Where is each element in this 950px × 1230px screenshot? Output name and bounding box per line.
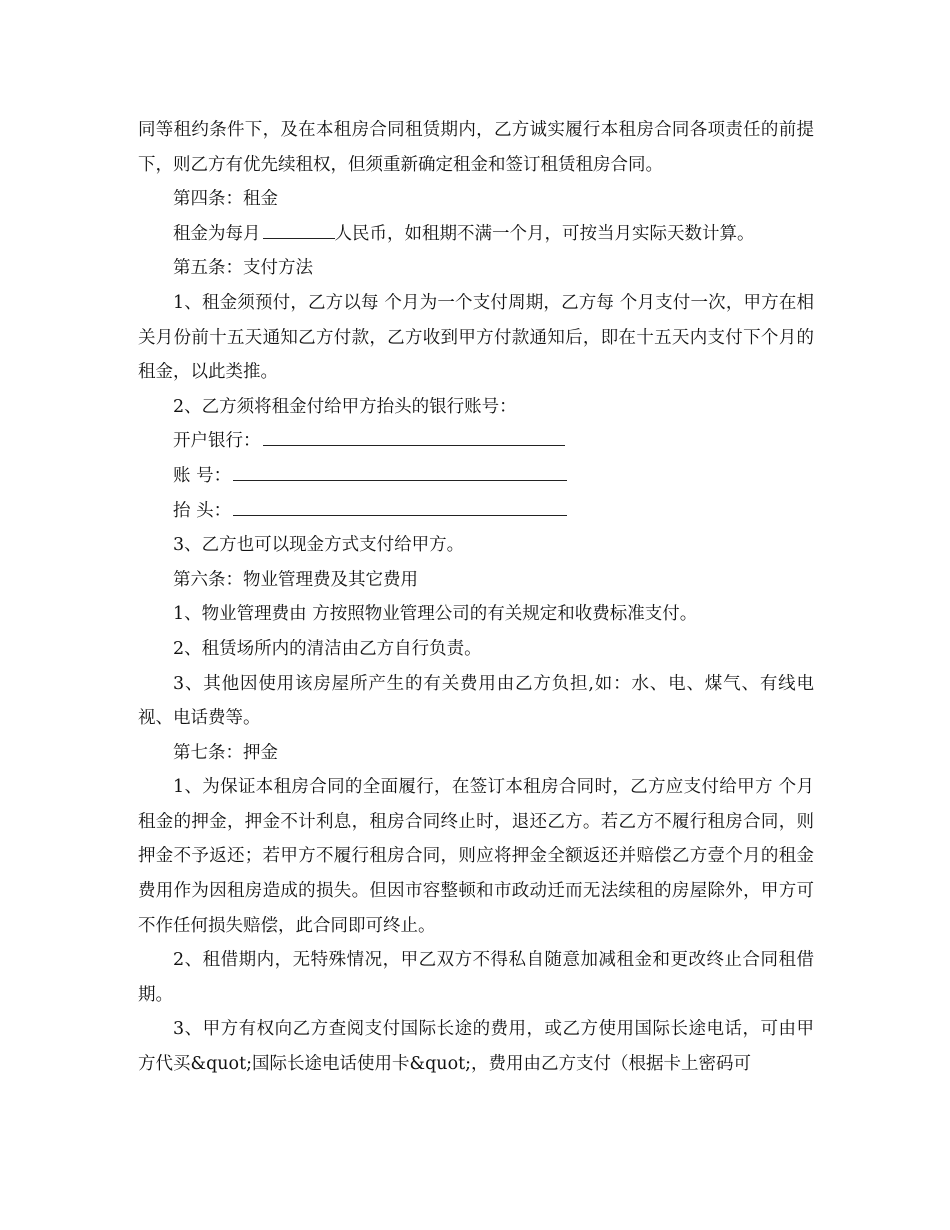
article-7-heading: 第七条：押金 [173, 742, 278, 763]
rent-text-b: 人民币，如租期不满一个月，可按当月实际天数计算。 [334, 223, 755, 244]
payee-label: 抬 头： [173, 500, 232, 521]
fee-clause-2: 2、租赁场所内的清洁由乙方自行负责。 [173, 638, 482, 659]
rent-amount-blank [263, 220, 335, 239]
account-blank [233, 462, 567, 481]
paragraph-continuation: 同等租约条件下，及在本租房合同租赁期内，乙方诚实履行本租房合同各项责任的前提下，则乙方有优先续租权，但须重新确定租金和签订租赁租房合同。 [138, 120, 814, 175]
article-6-heading: 第六条：物业管理费及其它费用 [173, 569, 418, 590]
rent-text-a: 租金为每月 [173, 223, 261, 244]
article-5-heading: 第五条：支付方法 [173, 258, 313, 279]
account-label: 账 号： [173, 465, 232, 486]
article-4-heading: 第四条：租金 [173, 189, 278, 210]
deposit-clause-1: 1、为保证本租房合同的全面履行，在签订本租房合同时，乙方应支付给甲方 个月租金的押金，押金不计利息，租房合同终止时，退还乙方。若乙方不履行租房合同，则押金不予返还；若甲方不履行租房合同，则应将押金全额返还并赔偿乙方壹个月的租金费用作为因租房造成的损失。但因市容整顿和市政动迁而无法续租的房屋除外，甲方可不作任何损失赔偿，此合同即可终止。 [138, 777, 814, 936]
payment-clause-1: 1、租金须预付，乙方以每 个月为一个支付周期，乙方每 个月支付一次，甲方在相关月份前十五天通知乙方付款，乙方收到甲方付款通知后，即在十五天内支付下个月的租金，以此类推。 [138, 292, 814, 383]
payment-clause-2: 2、乙方须将租金付给甲方抬头的银行账号： [173, 396, 517, 417]
contract-body [138, 113, 814, 1082]
bank-field [138, 424, 814, 459]
payment-clause-3: 3、乙方也可以现金方式支付给甲方。 [173, 535, 465, 556]
bank-label: 开户银行： [173, 431, 261, 452]
account-field [138, 459, 814, 494]
deposit-clause-2: 2、租借期内，无特殊情况，甲乙双方不得私自随意加减租金和更改终止合同租借期。 [138, 950, 814, 1005]
deposit-clause-3: 3、甲方有权向乙方查阅支付国际长途的费用，或乙方使用国际长途电话，可由甲方代买&quot;国际长途电话使用卡&quot;，费用由乙方支付（根据卡上密码可 [138, 1019, 814, 1075]
bank-blank [263, 427, 565, 446]
fee-clause-3: 3、其他因使用该房屋所产生的有关费用由乙方负担,如：水、电、煤气、有线电视、电话费等。 [138, 673, 814, 729]
payee-field [138, 494, 814, 529]
rent-paragraph [138, 217, 814, 252]
fee-clause-1: 1、物业管理费由 方按照物业管理公司的有关规定和收费标准支付。 [173, 604, 698, 625]
payee-blank [233, 497, 567, 516]
